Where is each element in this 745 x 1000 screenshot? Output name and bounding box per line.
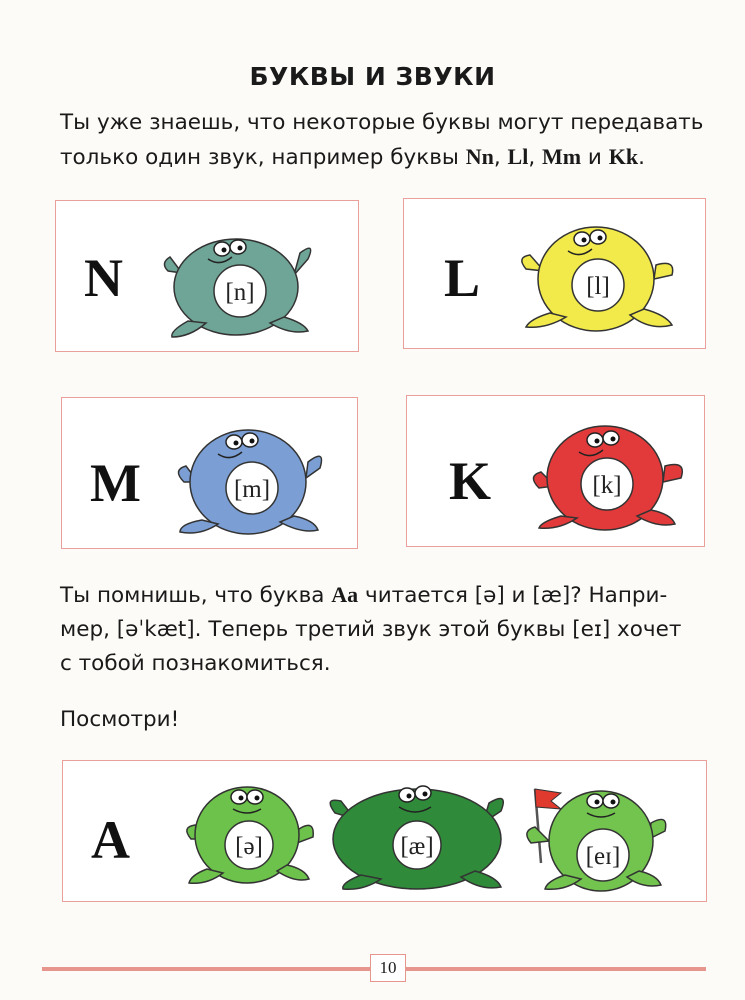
letter-card-l bbox=[403, 198, 706, 349]
para2-line-1 bbox=[60, 578, 725, 613]
letter-pair-nn: Nn bbox=[465, 144, 494, 169]
intro-line-2 bbox=[60, 140, 720, 175]
card-letter: N bbox=[84, 248, 123, 308]
card-letter: A bbox=[91, 810, 130, 870]
card-letter: M bbox=[90, 453, 141, 513]
monster-illustration-a2 bbox=[321, 767, 511, 897]
para2-text: читается [ə] и [æ]? Напри- bbox=[358, 583, 668, 608]
letter-card-n bbox=[55, 200, 359, 352]
para2-text: Ты помнишь, что буква bbox=[60, 583, 332, 608]
footer-rule-right bbox=[406, 967, 706, 971]
page-title: БУКВЫ И ЗВУКИ bbox=[249, 62, 496, 91]
monster-illustration-a1 bbox=[181, 769, 321, 897]
monster-illustration-n bbox=[158, 213, 328, 343]
para2-line-2: мер, [əˈkæt]. Теперь третий звук этой буквы [eɪ] хочет bbox=[60, 617, 682, 642]
card-letter: K bbox=[449, 451, 492, 511]
sound-label: [eɪ] bbox=[585, 843, 621, 870]
monster-illustration-m bbox=[170, 412, 340, 542]
monster-illustration-a3 bbox=[521, 767, 671, 899]
period: . bbox=[638, 145, 645, 170]
letter-pair-mm: Mm bbox=[541, 144, 582, 169]
sound-label: [n] bbox=[225, 279, 255, 306]
sound-label: [k] bbox=[592, 472, 622, 499]
card-letter: L bbox=[444, 248, 481, 308]
sound-label: [æ] bbox=[400, 833, 434, 860]
intro-text: только один звук, например буквы bbox=[60, 145, 466, 170]
intro-line-1: Ты уже знаешь, что некоторые буквы могут передавать bbox=[60, 110, 704, 135]
footer-rule-left bbox=[42, 967, 370, 971]
letter-pair-ll: Ll bbox=[507, 144, 529, 169]
second-paragraph bbox=[60, 578, 725, 681]
monster-illustration-l bbox=[516, 207, 686, 337]
conjunction: и bbox=[581, 145, 609, 170]
para2-line-3: с тобой познакомиться. bbox=[60, 651, 331, 676]
separator: , bbox=[493, 145, 508, 170]
sound-label: [m] bbox=[233, 476, 271, 503]
sound-label: [ə] bbox=[235, 833, 263, 860]
page-number: 10 bbox=[370, 954, 406, 982]
intro-paragraph bbox=[60, 106, 720, 175]
monster-illustration-k bbox=[527, 406, 697, 536]
look-prompt: Посмотри! bbox=[60, 707, 180, 732]
letter-card-a bbox=[62, 760, 707, 902]
letter-card-k bbox=[406, 395, 705, 547]
letter-pair-aa: Aa bbox=[331, 582, 359, 607]
separator: , bbox=[528, 145, 542, 170]
letter-card-m bbox=[61, 397, 358, 549]
letter-pair-kk: Kk bbox=[608, 144, 639, 169]
sound-label: [l] bbox=[586, 273, 610, 300]
